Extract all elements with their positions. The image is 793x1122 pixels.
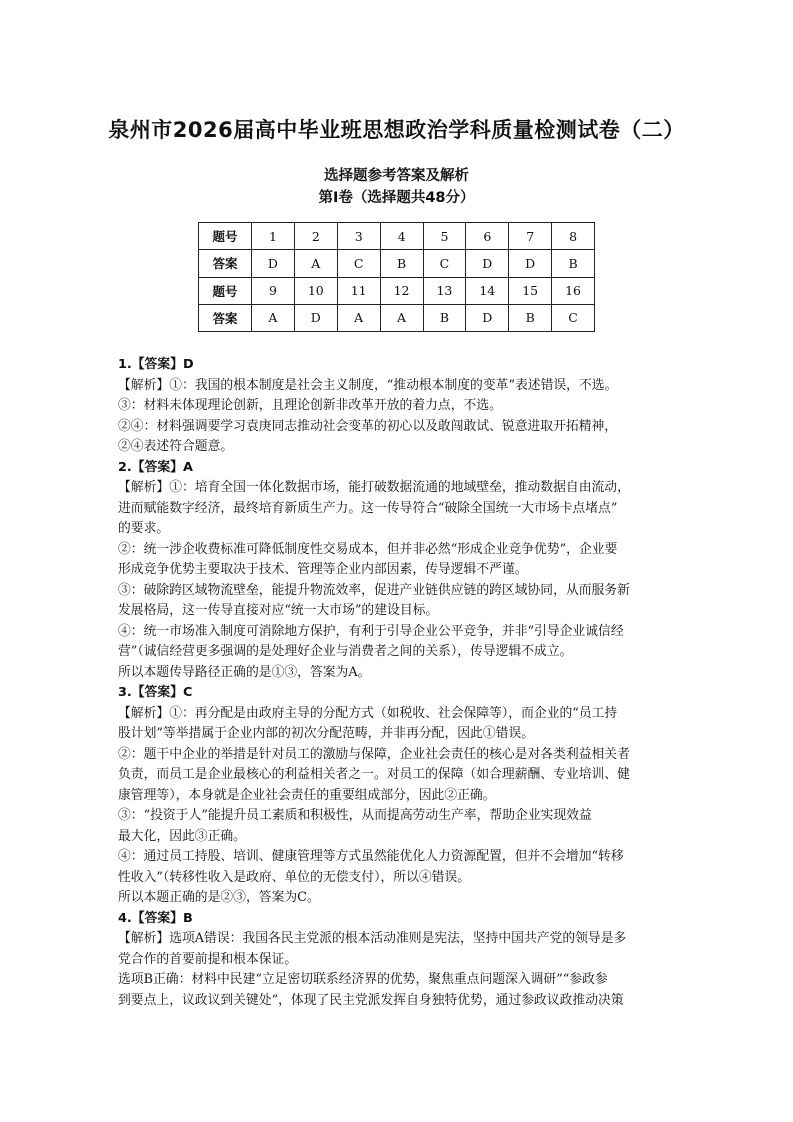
explanation-line: 营”（诚信经营更多强调的是处理好企业与消费者之间的关系），传导逻辑不成立。 xyxy=(118,644,573,659)
explanation-line: 【解析】①：培育全国一体化数据市场，能打破数据流通的地域壁垒，推动数据自由流动， xyxy=(118,480,630,495)
explanation-line: 党合作的首要前提和根本保证。 xyxy=(118,951,298,967)
question-number-cell: 8 xyxy=(552,223,595,250)
explanation-line: 【解析】①：我国的根本制度是社会主义制度，“推动根本制度的变革”表述错误，不选。 xyxy=(118,377,618,393)
question-number-cell: 3 xyxy=(337,223,380,250)
question-number-cell: 14 xyxy=(466,277,509,304)
explanation-line: 负责，而员工是企业最核心的利益相关者之一。对员工的保障（如合理薪酬、专业培训、健 xyxy=(118,767,630,782)
question-number-cell: 10 xyxy=(294,277,337,304)
answer-heading-q3: 3.【答案】C xyxy=(118,685,193,700)
answer-cell: D xyxy=(466,304,509,331)
answer-cell: B xyxy=(423,304,466,331)
table-row-questions-2 xyxy=(199,277,595,304)
answer-cell: C xyxy=(552,304,595,331)
explanation-line: ②④：材料强调要学习袁庚同志推动社会变革的初心以及敢闯敢试、锐意进取开拓精神， xyxy=(118,418,618,434)
explanation-line: 所以本题正确的是②③，答案为C。 xyxy=(118,890,320,905)
question-number-cell: 16 xyxy=(552,277,595,304)
section-heading: 第Ⅰ卷（选择题共48分） xyxy=(318,190,475,206)
answer-cell: D xyxy=(466,250,509,277)
answer-heading-q4: 4.【答案】B xyxy=(118,910,193,926)
answer-cell: B xyxy=(552,250,595,277)
question-number-cell: 1 xyxy=(252,223,295,250)
question-number-cell: 9 xyxy=(252,277,295,304)
answer-cell: C xyxy=(423,250,466,277)
explanation-line: ②：统一涉企收费标准可降低制度性交易成本，但并非必然“形成企业竞争优势”，企业要 xyxy=(118,541,618,557)
explanation-line: 发展格局，这一传导直接对应“统一大市场”的建设目标。 xyxy=(118,603,439,618)
table-header-cell: 题号 xyxy=(199,277,252,304)
answer-cell: A xyxy=(380,304,423,331)
answer-cell: D xyxy=(294,304,337,331)
question-number-cell: 12 xyxy=(380,277,423,304)
explanation-line: 【解析】选项A错误：我国各民主党派的根本活动准则是宪法，坚持中国共产党的领导是多 xyxy=(118,931,627,946)
explanation-line: ③：材料未体现理论创新，且理论创新非改革开放的着力点，不选。 xyxy=(118,398,502,413)
explanation-line: 到要点上，议政议到关键处”，体现了民主党派发挥自身独特优势，通过参政议政推动决策 xyxy=(118,992,624,1008)
table-row-answers-2 xyxy=(199,304,595,331)
explanation-line: 【解析】①：再分配是由政府主导的分配方式（如税收、社会保障等），而企业的“员工持 xyxy=(118,705,618,721)
answer-cell: C xyxy=(337,250,380,277)
question-number-cell: 5 xyxy=(423,223,466,250)
answer-heading-q1: 1.【答案】D xyxy=(118,357,194,372)
explanation-line: 性收入”（转移性收入是政府、单位的无偿支付），所以④错误。 xyxy=(118,869,471,885)
explanation-line: ②：题干中企业的举措是针对员工的激励与保障，企业社会责任的核心是对各类利益相关者 xyxy=(118,746,630,762)
question-number-cell: 13 xyxy=(423,277,466,304)
explanation-line: 最大化，因此③正确。 xyxy=(118,828,246,844)
table-header-cell: 答案 xyxy=(199,304,252,331)
answer-cell: B xyxy=(509,304,552,331)
explanation-line: 的要求。 xyxy=(118,521,170,536)
table-row-answers-1 xyxy=(199,250,595,277)
question-number-cell: 7 xyxy=(509,223,552,250)
table-header-cell: 答案 xyxy=(199,250,252,277)
answer-cell: D xyxy=(509,250,552,277)
question-number-cell: 11 xyxy=(337,277,380,304)
explanation-line: ④：统一市场准入制度可消除地方保护，有利于引导企业公平竞争，并非“引导企业诚信经 xyxy=(118,623,624,639)
explanation-line: 所以本题传导路径正确的是①③，答案为A。 xyxy=(118,664,371,680)
answer-cell: A xyxy=(252,304,295,331)
explanation-line: 股计划”等举措属于企业内部的初次分配范畴，并非再分配，因此①错误。 xyxy=(118,726,535,741)
question-number-cell: 2 xyxy=(294,223,337,250)
explanation-line: 选项B正确：材料中民建“立足密切联系经济界的优势，聚焦重点问题深入调研”“参政参 xyxy=(118,972,608,987)
table-row-questions-1 xyxy=(199,223,595,250)
document-subtitle: 选择题参考答案及解析 xyxy=(324,168,469,184)
answer-heading-q2: 2.【答案】A xyxy=(118,459,193,475)
explanation-line: 形成竞争优势主要取决于技术、管理等企业内部因素，传导逻辑不严谨。 xyxy=(118,562,528,577)
question-number-cell: 6 xyxy=(466,223,509,250)
explanation-line: 进而赋能数字经济，最终培育新质生产力。这一传导符合“破除全国统一大市场卡点堵点” xyxy=(118,500,618,516)
explanations-body xyxy=(118,355,678,1011)
answer-cell: A xyxy=(337,304,380,331)
answer-table xyxy=(198,222,595,332)
answer-cell: B xyxy=(380,250,423,277)
table-header-cell: 题号 xyxy=(199,223,252,250)
explanation-line: ④：通过员工持股、培训、健康管理等方式虽然能优化人力资源配置，但并不会增加“转移 xyxy=(118,849,624,864)
explanation-line: ②④表述符合题意。 xyxy=(118,439,234,454)
explanation-line: 康管理等），本身就是企业社会责任的重要组成部分，因此②正确。 xyxy=(118,787,496,803)
question-number-cell: 15 xyxy=(509,277,552,304)
question-number-cell: 4 xyxy=(380,223,423,250)
document-title: 泉州市2026届高中毕业班思想政治学科质量检测试卷（二） xyxy=(108,118,685,142)
answer-cell: A xyxy=(294,250,337,277)
answer-cell: D xyxy=(252,250,295,277)
explanation-line: ③：破除跨区域物流壁垒，能提升物流效率，促进产业链供应链的跨区域协同，从而服务新 xyxy=(118,582,630,598)
explanation-line: ③：“投资于人”能提升员工素质和积极性，从而提高劳动生产率，帮助企业实现效益 xyxy=(118,808,592,823)
